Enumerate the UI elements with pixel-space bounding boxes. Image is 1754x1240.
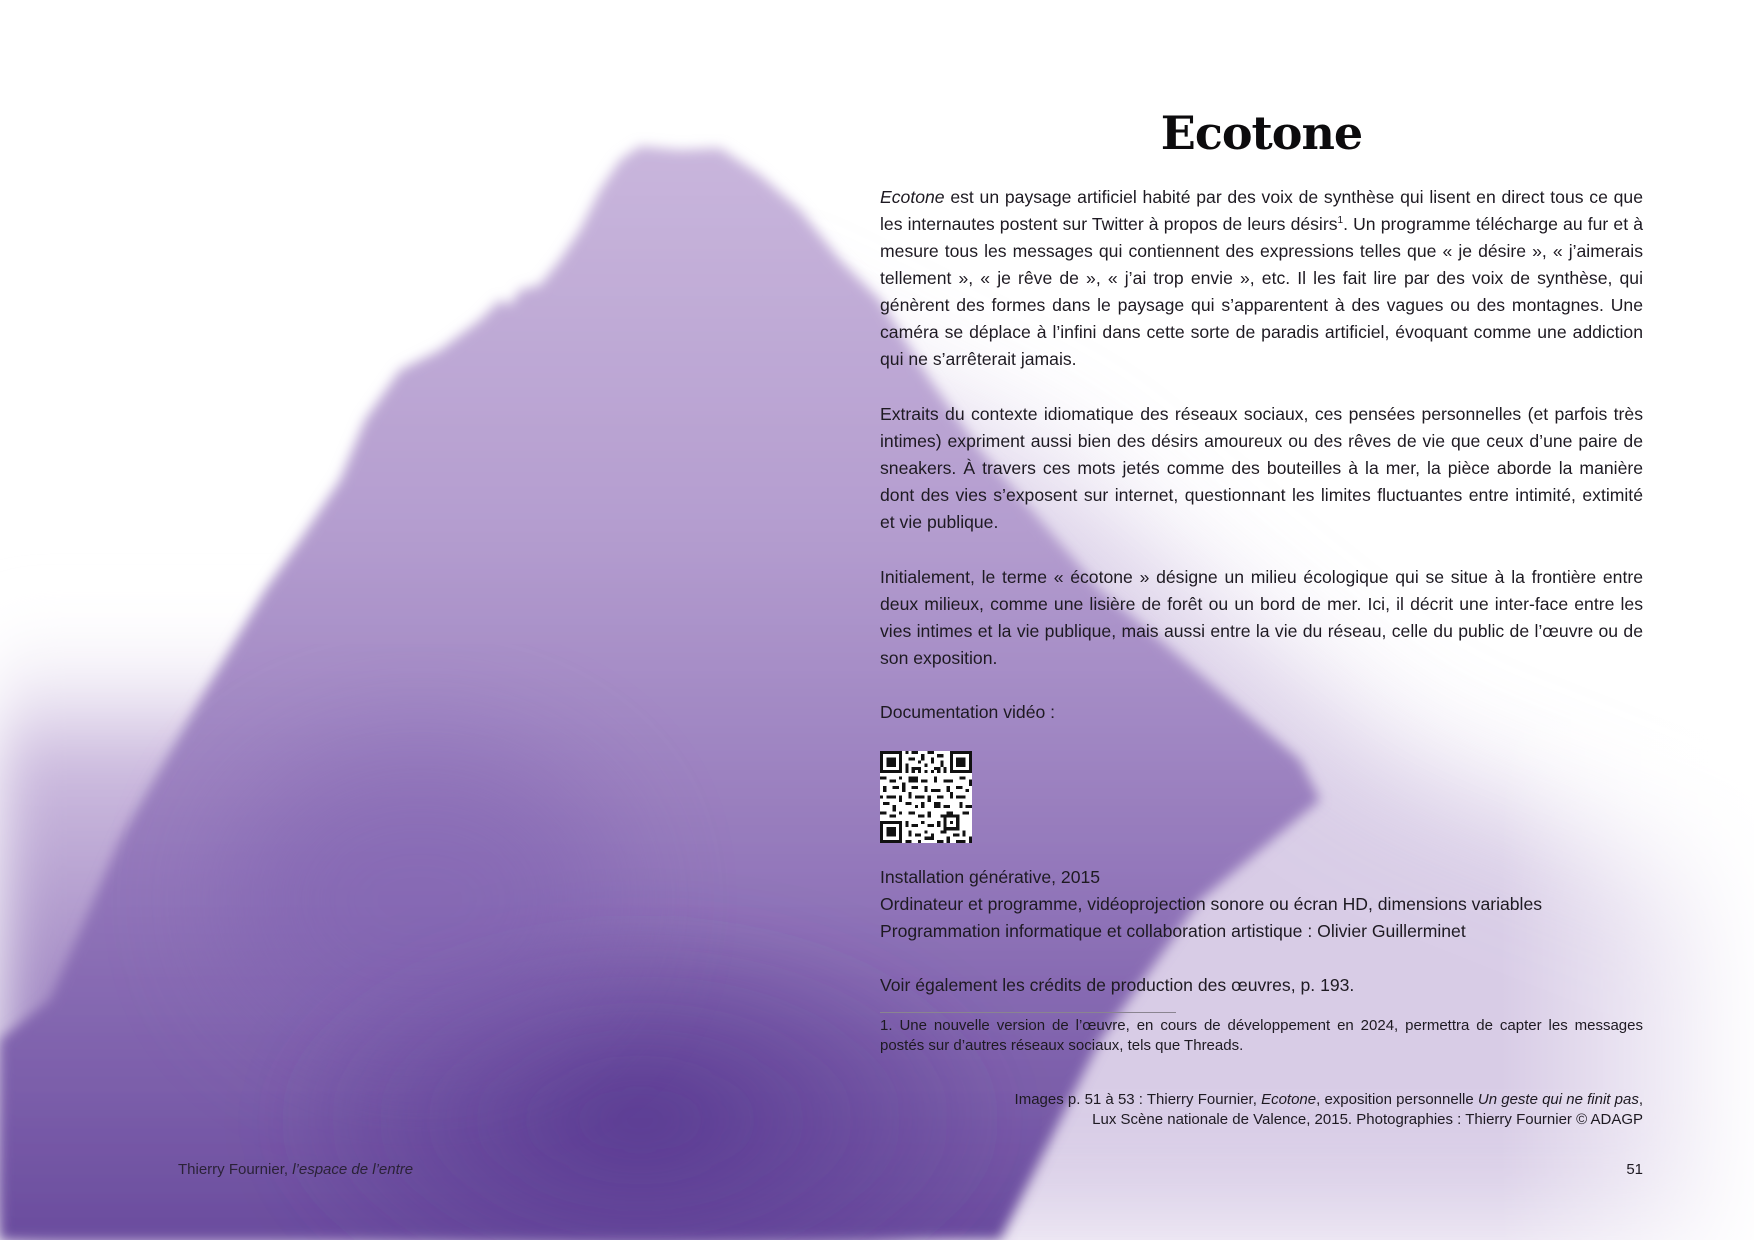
credit-line-production-reference: Voir également les crédits de production des œuvres, p. 193. [880,975,1355,995]
definition-paragraph: Initialement, le terme « écotone » désigne un milieu écologique qui se situe à la frontière entre deux milieux, comme une lisière de forêt ou un bord de mer. Ici, il décrit une inter-face entre les vies intimes et la vie publique, mais aussi entre la vie du réseau, celle du public de l’œuvre ou de son exposition. [880,567,1643,668]
credit-line-medium: Installation générative, 2015 [880,867,1101,887]
intro-paragraph [880,184,1643,373]
credit-spacer [880,945,1643,972]
image-caption [880,1090,1643,1130]
caption-part-2: , exposition personnelle [1316,1091,1478,1108]
artwork-credits [880,864,1643,999]
footnote-reference: 1 [1337,215,1344,227]
video-documentation-label: Documentation vidéo : [880,702,1056,722]
qr-code-icon[interactable] [880,751,972,843]
caption-work-title: Ecotone [1261,1091,1317,1108]
context-paragraph: Extraits du contexte idiomatique des réseaux sociaux, ces pensées personnelles (et parfois très intimes) expriment aussi bien des désirs amoureux ou des rêves de vie que ceux d’une paire de sneakers. À travers ces mots jetés comme des bouteilles à la mer, la pièce aborde la manière dont des vies s’exposent sur internet, questionnant les limites fluctuantes entre intimité, extimité et vie publique. [880,404,1643,532]
footnote-divider [880,1012,1176,1013]
footer-book-title: l’espace de l’entre [292,1161,414,1178]
caption-part-1: Images p. 51 à 53 : Thierry Fournier, [1014,1091,1262,1108]
credit-line-programming: Programmation informatique et collaboration artistique : Olivier Guillerminet [880,921,1466,941]
caption-line-2: Lux Scène nationale de Valence, 2015. Photographies : Thierry Fournier © ADAGP [1092,1111,1643,1128]
caption-exhibition-title: Un geste qui ne finit pas [1477,1091,1639,1108]
running-footer [178,1161,413,1178]
footer-author: Thierry Fournier, [178,1161,293,1178]
work-title-italic: Ecotone [880,187,945,207]
intro-text-part-1: est un paysage artificiel habité par des voix de synthèse qui lisent en direct tous ce que les internautes postent sur Twitter à propos de leurs désirs [880,187,1643,234]
footnote: 1. Une nouvelle version de l’œuvre, en cours de développement en 2024, permettra de capter les messages postés sur d’autres réseaux sociaux, tels que Threads. [880,1017,1643,1054]
credit-line-equipment: Ordinateur et programme, vidéoprojection sonore ou écran HD, dimensions variables [880,894,1543,914]
page-number: 51 [1626,1161,1643,1178]
intro-text-part-2: . Un programme télécharge au fur et à mesure tous les messages qui contiennent des expressions telles que « je désire », « j’aimerais tellement », « je rêve de », « j’ai trop envie », etc. Il les fait lire par des voix de synthèse, qui génèrent des formes dans le paysage qui s’apparentent à des vagues ou des montagnes. Une caméra se déplace à l’infini dans cette sorte de paradis artificiel, évoquant comme une addiction qui ne s’arrêterait jamais. [880,214,1643,369]
page-title: Ecotone [1160,106,1363,160]
caption-part-3: , [1638,1091,1643,1108]
